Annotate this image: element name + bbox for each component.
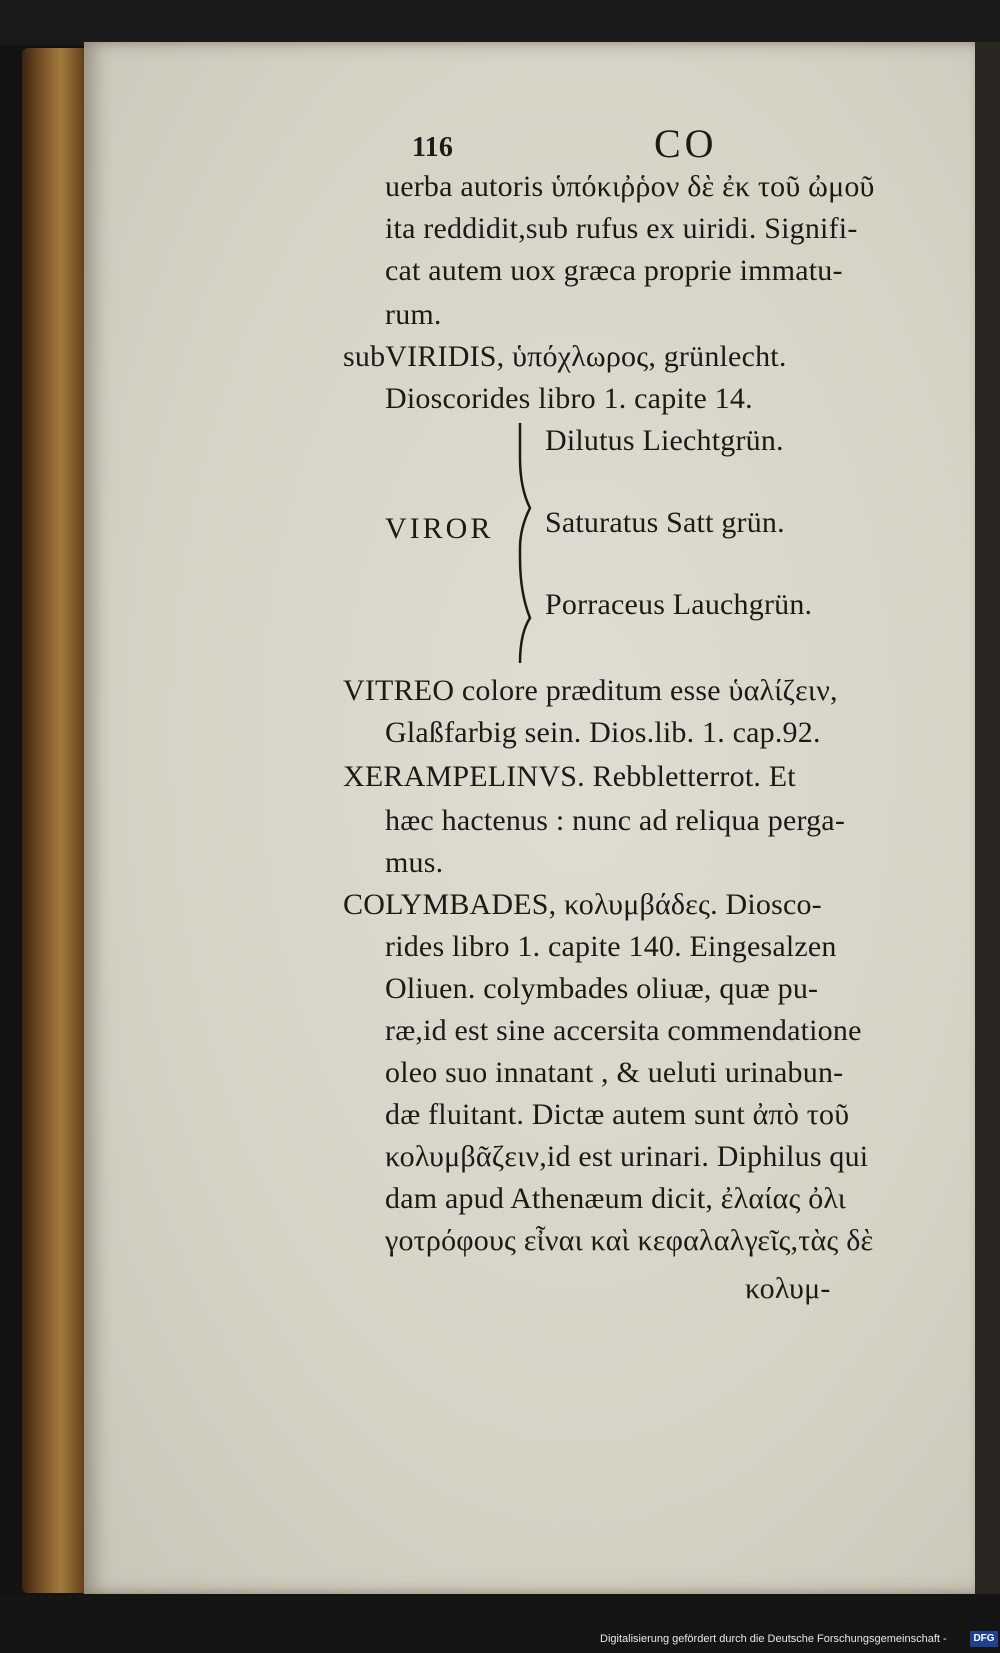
text-line: ita reddidit,sub rufus ex uiridi. Signifi- [385,212,858,245]
viror-porraceus: Porraceus Lauchgrün. [545,588,813,621]
text-line: rides libro 1. capite 140. Eingesalzen [385,930,837,963]
text-line: hæc hactenus : nunc ad reliqua perga- [385,804,846,837]
text-line: dam apud Athenæum dicit, ἐλαίας ὀλι [385,1182,847,1215]
text-line: γοτρόφους εἶναι καὶ κεφαλαλγεῖς,τὰς δὲ [385,1224,874,1257]
page-number: 116 [412,132,454,163]
text-line: ræ,id est sine accersita commendatione [385,1014,862,1047]
background-top [0,0,1000,45]
text-line: mus. [385,846,444,879]
text-line: κολυμβᾶζειν,id est urinari. Diphilus qui [385,1140,869,1173]
viror-dilutus: Dilutus Liechtgrün. [545,424,784,457]
book-edge [22,48,92,1593]
dfg-logo: DFG [970,1631,998,1647]
entry-vitreo: VITREO colore præditum esse ὑαλίζειν, [343,674,838,707]
text-line: Dioscorides libro 1. capite 14. [385,382,753,415]
catchword: κολυμ- [745,1272,831,1305]
text-line: rum. [385,298,442,331]
entry-xerampelinus: XERAMPELINVS. Rebbletterrot. Et [343,760,796,793]
entry-colymbades: COLYMBADES, κολυμβάδες. Diosco- [343,888,822,921]
viror-saturatus: Saturatus Satt grün. [545,506,785,539]
page-right-shadow [975,42,1000,1594]
text-line: uerba autoris ὑπόκιῤῥον δὲ ἐκ τοῦ ὠμοῦ [385,170,875,203]
text-line: Oliuen. colymbades oliuæ, quæ pu- [385,972,819,1005]
running-head: CO [654,121,718,166]
text-line: oleo suo innatant , & ueluti urinabun- [385,1056,844,1089]
brace-viror [508,418,538,668]
entry-subviridis: subVIRIDIS, ὑπόχλωρος, grünlecht. [343,340,787,373]
viror-label: VIROR [385,512,494,545]
digitization-credit: Digitalisierung gefördert durch die Deutsche Forschungsgemeinschaft - [600,1633,947,1645]
text-line: cat autem uox græca proprie immatu- [385,254,843,287]
text-line: Glaßfarbig sein. Dios.lib. 1. cap.92. [385,716,821,749]
text-line: dæ fluitant. Dictæ autem sunt ἀπὸ τοῦ [385,1098,850,1131]
